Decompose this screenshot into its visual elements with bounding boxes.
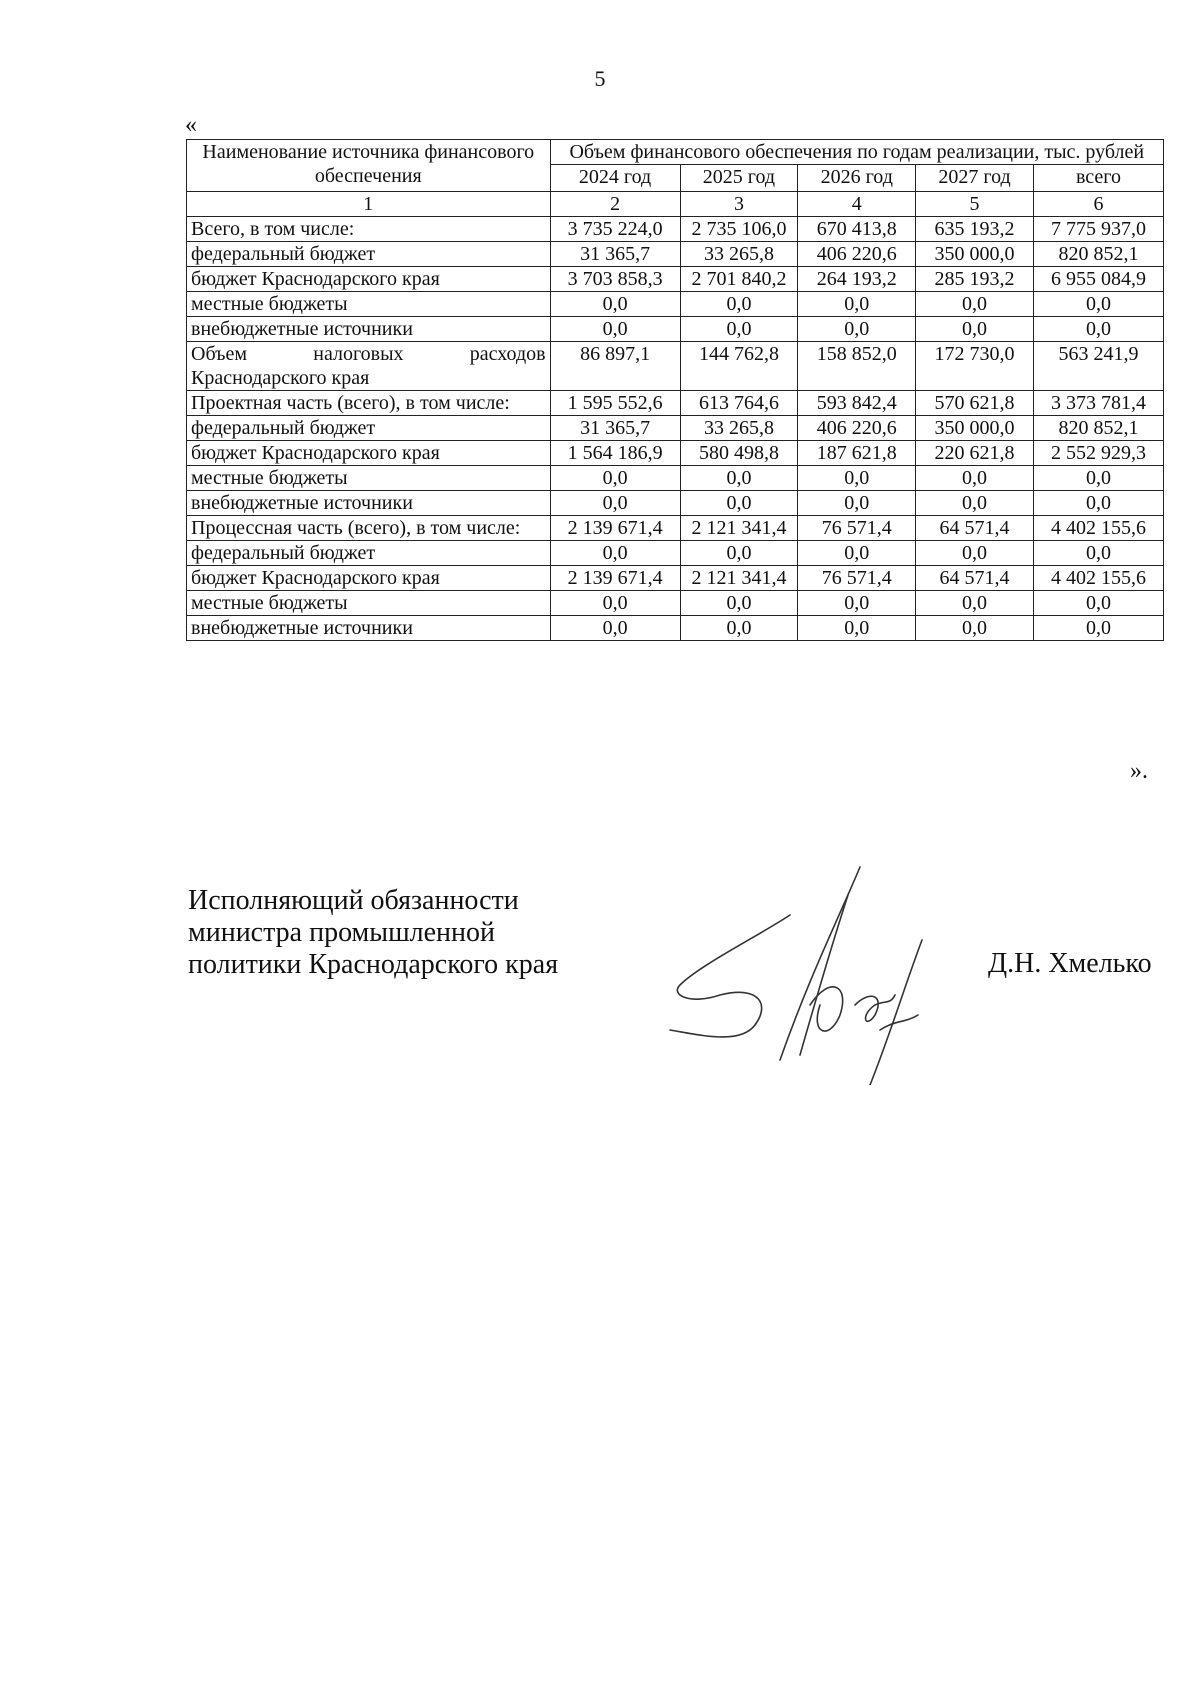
row-value: 0,0 <box>916 317 1034 342</box>
row-value: 0,0 <box>798 317 916 342</box>
row-value: 0,0 <box>1033 616 1163 641</box>
header-volume-group: Объем финансового обеспечения по годам реализации, тыс. рублей <box>550 140 1163 165</box>
row-value: 350 000,0 <box>916 416 1034 441</box>
row-source-name: Проектная часть (всего), в том числе: <box>187 391 551 416</box>
row-value: 0,0 <box>1033 292 1163 317</box>
row-value: 0,0 <box>550 591 680 616</box>
signatory-title <box>188 885 558 981</box>
row-value: 0,0 <box>798 616 916 641</box>
financing-table <box>186 139 1164 641</box>
table-row <box>187 466 1164 491</box>
row-value: 285 193,2 <box>916 267 1034 292</box>
column-number: 6 <box>1033 192 1163 217</box>
table-row <box>187 541 1164 566</box>
row-value: 0,0 <box>680 616 798 641</box>
row-value: 0,0 <box>916 491 1034 516</box>
header-source-name: Наименование источника финансового обеспечения <box>187 140 551 192</box>
close-quote: ». <box>1130 758 1148 784</box>
row-value: 2 121 341,4 <box>680 566 798 591</box>
table-row <box>187 317 1164 342</box>
header-year-2024: 2024 год <box>550 165 680 192</box>
table-row <box>187 416 1164 441</box>
handwritten-signature <box>660 855 980 1085</box>
row-source-name: местные бюджеты <box>187 292 551 317</box>
row-source-name: местные бюджеты <box>187 591 551 616</box>
row-value: 0,0 <box>550 317 680 342</box>
row-value: 3 703 858,3 <box>550 267 680 292</box>
row-value: 2 552 929,3 <box>1033 441 1163 466</box>
row-value: 0,0 <box>680 317 798 342</box>
row-value: 0,0 <box>1033 317 1163 342</box>
row-value: 187 621,8 <box>798 441 916 466</box>
row-value: 7 775 937,0 <box>1033 217 1163 242</box>
row-value: 0,0 <box>550 292 680 317</box>
row-value: 563 241,9 <box>1033 342 1163 391</box>
table-row <box>187 491 1164 516</box>
table-row <box>187 441 1164 466</box>
table-row <box>187 616 1164 641</box>
row-value: 670 413,8 <box>798 217 916 242</box>
row-source-name: федеральный бюджет <box>187 242 551 267</box>
row-source-name: внебюджетные источники <box>187 317 551 342</box>
row-value: 0,0 <box>680 541 798 566</box>
row-value: 3 373 781,4 <box>1033 391 1163 416</box>
row-value: 350 000,0 <box>916 242 1034 267</box>
row-value: 0,0 <box>680 591 798 616</box>
row-value: 0,0 <box>798 491 916 516</box>
row-value: 0,0 <box>916 292 1034 317</box>
row-value: 0,0 <box>916 616 1034 641</box>
row-value: 2 139 671,4 <box>550 566 680 591</box>
row-source-name: бюджет Краснодарского края <box>187 441 551 466</box>
row-value: 2 121 341,4 <box>680 516 798 541</box>
row-value: 0,0 <box>1033 591 1163 616</box>
row-value: 0,0 <box>798 292 916 317</box>
column-number: 5 <box>916 192 1034 217</box>
table-row <box>187 566 1164 591</box>
row-source-name: Всего, в том числе: <box>187 217 551 242</box>
row-value: 0,0 <box>550 466 680 491</box>
row-value: 570 621,8 <box>916 391 1034 416</box>
page-number: 5 <box>594 66 606 91</box>
row-value: 0,0 <box>1033 491 1163 516</box>
table-row <box>187 591 1164 616</box>
table-row <box>187 292 1164 317</box>
row-value: 0,0 <box>1033 466 1163 491</box>
table-body <box>187 217 1164 641</box>
row-value: 86 897,1 <box>550 342 680 391</box>
row-value: 0,0 <box>1033 541 1163 566</box>
row-source-name: федеральный бюджет <box>187 541 551 566</box>
row-value: 6 955 084,9 <box>1033 267 1163 292</box>
row-value: 1 564 186,9 <box>550 441 680 466</box>
row-value: 0,0 <box>916 466 1034 491</box>
row-value: 0,0 <box>550 541 680 566</box>
row-value: 0,0 <box>680 491 798 516</box>
row-value: 1 595 552,6 <box>550 391 680 416</box>
row-value: 4 402 155,6 <box>1033 566 1163 591</box>
row-value: 0,0 <box>916 591 1034 616</box>
row-value: 158 852,0 <box>798 342 916 391</box>
row-source-name: бюджет Краснодарского края <box>187 566 551 591</box>
table-row <box>187 391 1164 416</box>
row-value: 76 571,4 <box>798 516 916 541</box>
row-value: 220 621,8 <box>916 441 1034 466</box>
row-value: 593 842,4 <box>798 391 916 416</box>
open-quote: « <box>185 112 197 138</box>
row-value: 635 193,2 <box>916 217 1034 242</box>
row-value: 820 852,1 <box>1033 242 1163 267</box>
row-value: 406 220,6 <box>798 242 916 267</box>
row-value: 0,0 <box>798 466 916 491</box>
row-value: 76 571,4 <box>798 566 916 591</box>
row-value: 144 762,8 <box>680 342 798 391</box>
table-row <box>187 217 1164 242</box>
row-value: 33 265,8 <box>680 242 798 267</box>
row-value: 172 730,0 <box>916 342 1034 391</box>
row-value: 2 139 671,4 <box>550 516 680 541</box>
row-value: 0,0 <box>550 616 680 641</box>
row-value: 0,0 <box>550 491 680 516</box>
row-value: 613 764,6 <box>680 391 798 416</box>
row-value: 64 571,4 <box>916 516 1034 541</box>
column-number: 3 <box>680 192 798 217</box>
row-value: 31 365,7 <box>550 242 680 267</box>
signatory-title-line: Исполняющий обязанности <box>188 885 519 916</box>
row-value: 406 220,6 <box>798 416 916 441</box>
row-value: 2 735 106,0 <box>680 217 798 242</box>
signatory-title-line: политики Краснодарского края <box>188 949 559 980</box>
row-source-name: Процессная часть (всего), в том числе: <box>187 516 551 541</box>
table-row <box>187 342 1164 391</box>
row-value: 0,0 <box>916 541 1034 566</box>
header-year-2027: 2027 год <box>916 165 1034 192</box>
header-year-2026: 2026 год <box>798 165 916 192</box>
row-source-name: федеральный бюджет <box>187 416 551 441</box>
row-source-name: Объем налоговых расходов Краснодарского края <box>187 342 551 391</box>
column-number: 4 <box>798 192 916 217</box>
row-value: 64 571,4 <box>916 566 1034 591</box>
row-value: 264 193,2 <box>798 267 916 292</box>
row-value: 0,0 <box>798 541 916 566</box>
row-value: 820 852,1 <box>1033 416 1163 441</box>
table-row <box>187 516 1164 541</box>
row-source-name: бюджет Краснодарского края <box>187 267 551 292</box>
row-value: 2 701 840,2 <box>680 267 798 292</box>
row-value: 0,0 <box>798 591 916 616</box>
column-number: 1 <box>187 192 551 217</box>
row-value: 0,0 <box>680 292 798 317</box>
row-source-name: местные бюджеты <box>187 466 551 491</box>
column-number: 2 <box>550 192 680 217</box>
header-total: всего <box>1033 165 1163 192</box>
row-value: 0,0 <box>680 466 798 491</box>
row-value: 33 265,8 <box>680 416 798 441</box>
row-value: 3 735 224,0 <box>550 217 680 242</box>
table-row <box>187 242 1164 267</box>
table-row <box>187 267 1164 292</box>
row-value: 31 365,7 <box>550 416 680 441</box>
header-year-2025: 2025 год <box>680 165 798 192</box>
row-value: 4 402 155,6 <box>1033 516 1163 541</box>
row-source-name: внебюджетные источники <box>187 491 551 516</box>
signatory-name: Д.Н. Хмелько <box>988 948 1152 979</box>
row-value: 580 498,8 <box>680 441 798 466</box>
signatory-title-line: министра промышленной <box>188 917 496 948</box>
row-source-name: внебюджетные источники <box>187 616 551 641</box>
